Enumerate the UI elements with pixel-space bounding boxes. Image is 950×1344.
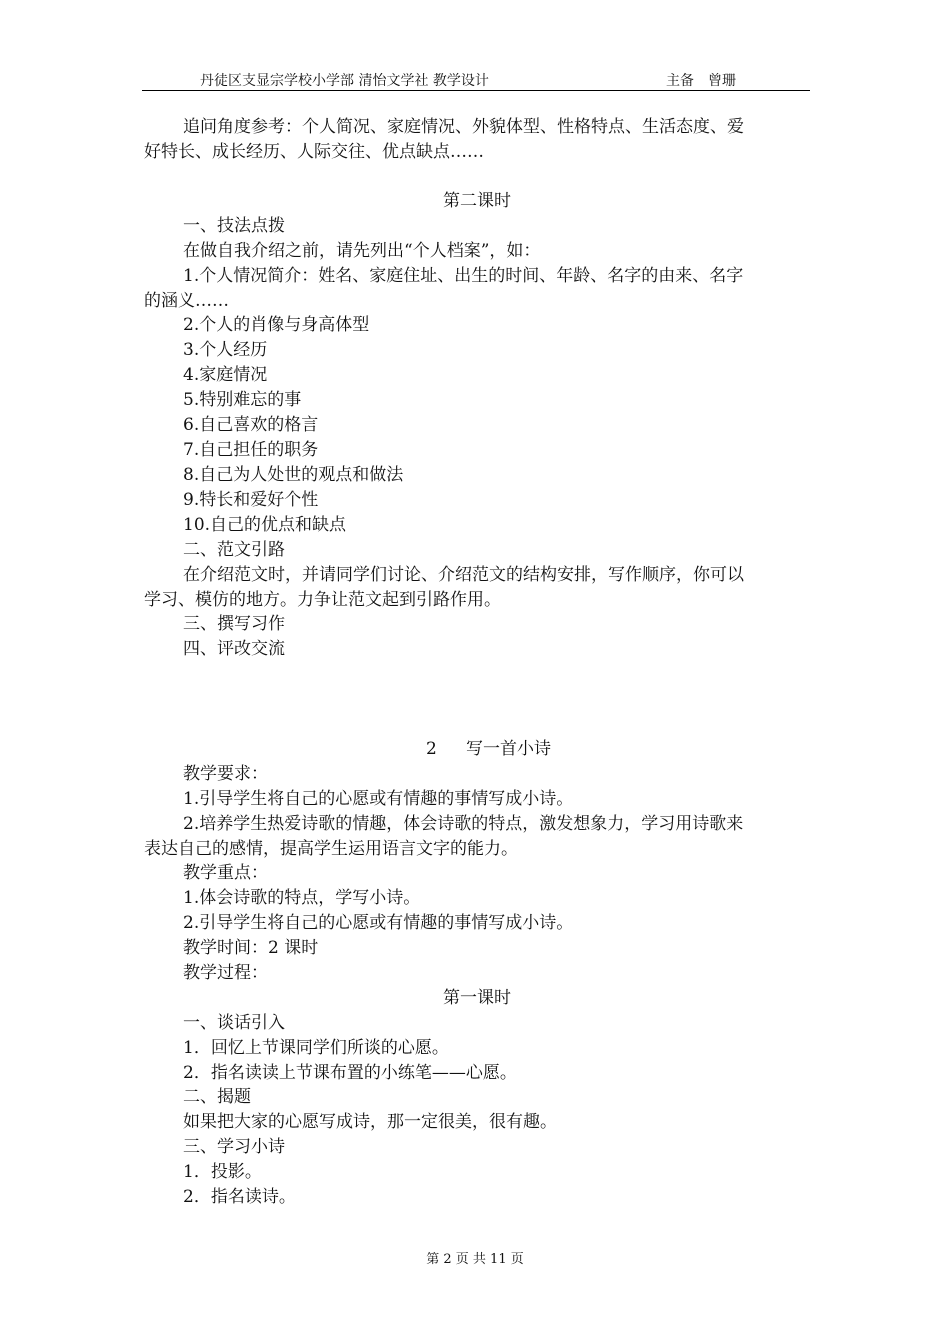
key-point-2: 2.引导学生将自己的心愿或有情趣的事情写成小诗。 [183,913,574,933]
profile-item: 6.自己喜欢的格言 [183,415,319,435]
profile-item: 5.特别难忘的事 [183,390,302,410]
lesson1-title: 第一课时 [443,988,511,1008]
step-2-heading: 二、揭题 [183,1087,251,1107]
key-point-1: 1.体会诗歌的特点，学写小诗。 [183,888,421,908]
model-text-line-1: 在介绍范文时，并请同学们讨论、介绍范文的结构安排，写作顺序，你可以 [183,565,744,585]
step-1-item-1: 1．回忆上节课同学们所谈的心愿。 [183,1038,449,1058]
step-3-heading: 三、学习小诗 [183,1137,285,1157]
header-author: 主备 曾珊 [666,73,736,89]
key-points-label: 教学重点： [183,863,268,883]
lesson2-heading-3: 三、撰写习作 [183,614,285,634]
teaching-time: 教学时间：2 课时 [183,938,319,958]
requirements-label: 教学要求： [183,764,268,784]
model-text-line-2: 学习、模仿的地方。力争让范文起到引路作用。 [144,590,501,610]
profile-item: 7.自己担任的职务 [183,440,319,460]
unit-title: 写一首小诗 [466,739,551,759]
lesson2-title: 第二课时 [443,191,511,211]
requirement-1: 1.引导学生将自己的心愿或有情趣的事情写成小诗。 [183,789,574,809]
profile-item: 8.自己为人处世的观点和做法 [183,465,404,485]
step-1-heading: 一、谈话引入 [183,1013,285,1033]
followup-line-2: 好特长、成长经历、人际交往、优点缺点…… [144,142,484,162]
unit-number: 2 [426,739,437,759]
page-number: 第 2 页 共 11 页 [426,1252,524,1267]
teaching-process-label: 教学过程： [183,963,268,983]
requirement-2-line-1: 2.培养学生热爱诗歌的情趣，体会诗歌的特点，激发想象力，学习用诗歌来 [183,814,744,834]
lesson2-heading-1: 一、技法点拨 [183,216,285,236]
requirement-2-line-2: 表达自己的感情，提高学生运用语言文字的能力。 [144,839,518,859]
profile-item: 4.家庭情况 [183,365,268,385]
page-header [142,70,810,91]
lesson2-intro: 在做自我介绍之前，请先列出“个人档案”，如： [183,241,541,261]
profile-item: 10.自己的优点和缺点 [183,515,347,535]
profile-item: 3.个人经历 [183,340,268,360]
profile-item-1-line-1: 1.个人情况简介：姓名、家庭住址、出生的时间、年龄、名字的由来、名字 [183,266,744,286]
step-2-text: 如果把大家的心愿写成诗，那一定很美，很有趣。 [183,1112,557,1132]
profile-item-1-line-2: 的涵义…… [144,291,229,311]
profile-item: 2.个人的肖像与身高体型 [183,315,370,335]
step-1-item-2: 2．指名读读上节课布置的小练笔——心愿。 [183,1063,517,1083]
profile-item: 9.特长和爱好个性 [183,490,319,510]
step-3-item-1: 1．投影。 [183,1162,262,1182]
followup-line-1: 追问角度参考：个人简况、家庭情况、外貌体型、性格特点、生活态度、爱 [183,117,744,137]
step-3-item-2: 2．指名读诗。 [183,1187,296,1207]
header-school: 丹徒区支显宗学校小学部 清怡文学社 教学设计 [200,73,489,89]
lesson2-heading-4: 四、评改交流 [183,639,285,659]
lesson2-heading-2: 二、范文引路 [183,540,285,560]
